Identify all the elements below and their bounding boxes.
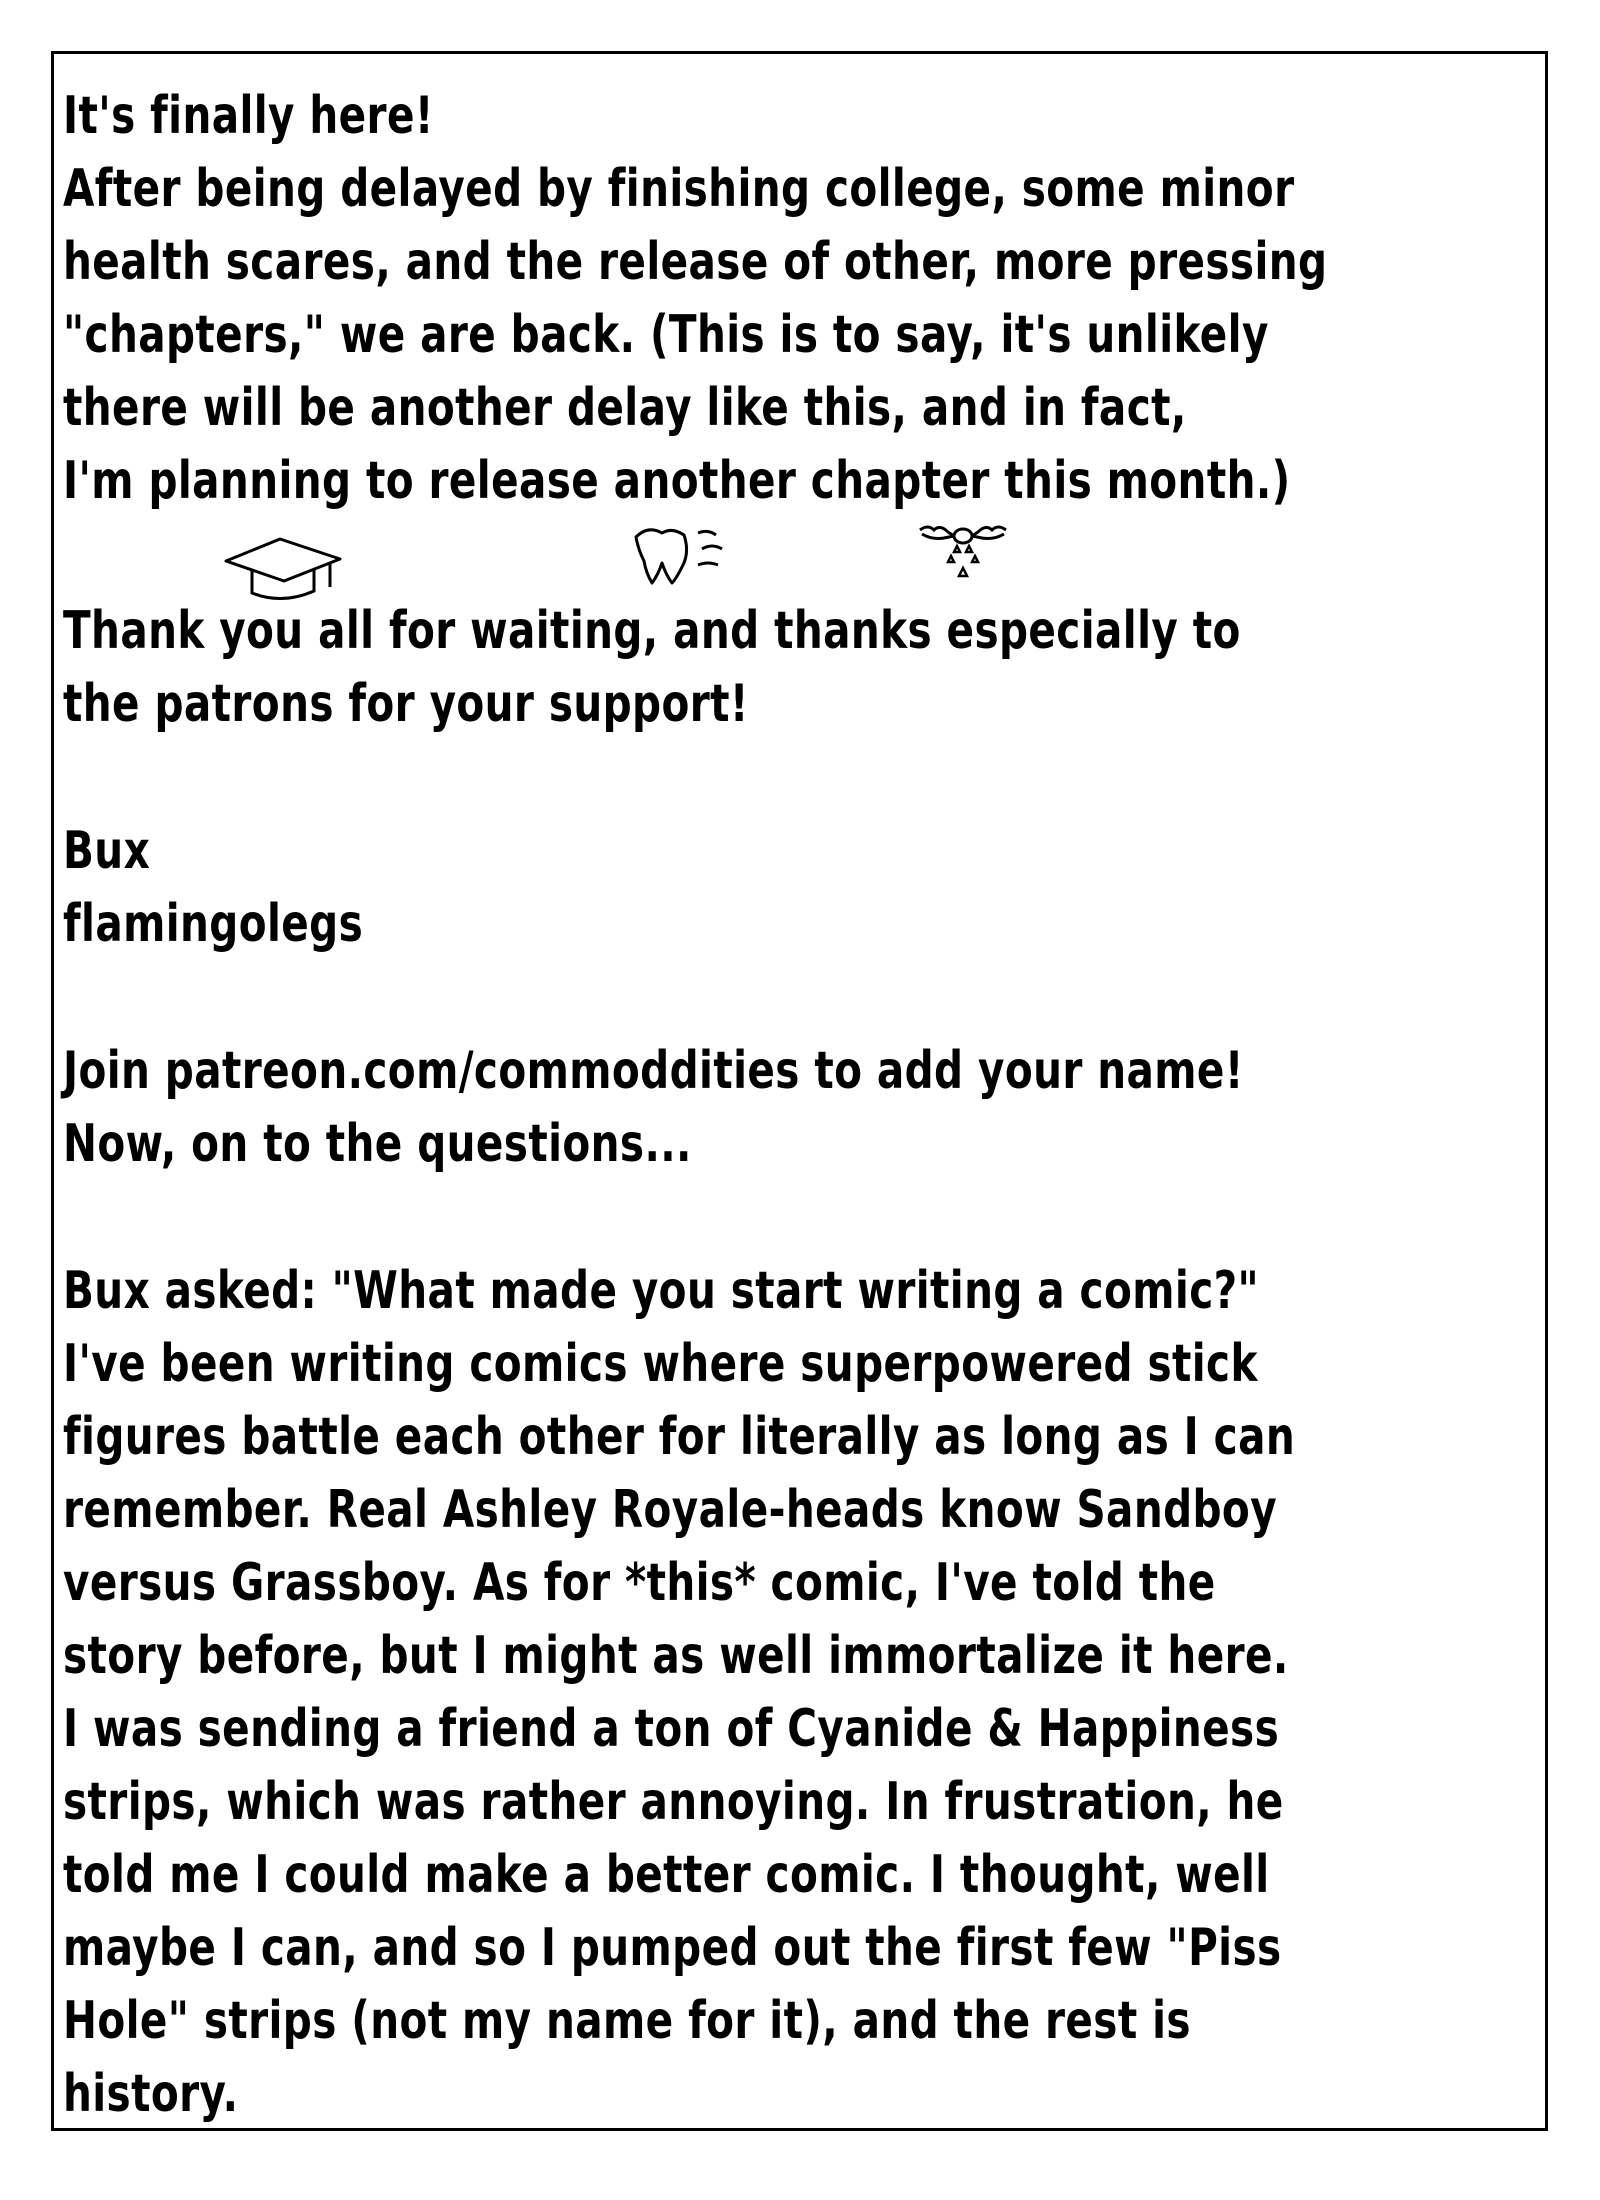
- qa-line: I was sending a friend a ton of Cyanide & Happiness: [63, 1699, 1280, 1759]
- join-line: Join patreon.com/commoddities to add your name!: [63, 1041, 1244, 1101]
- qa-line: figures battle each other for literally as long as I can: [63, 1407, 1296, 1467]
- join-block: [63, 1035, 1244, 1181]
- intro-line: After being delayed by finishing college, some minor: [63, 159, 1295, 219]
- qa-line: strips, which was rather annoying. In frustration, he: [63, 1772, 1284, 1832]
- intro-block: [63, 80, 1327, 518]
- intro-line: "chapters," we are back. (This is to say, it's unlikely: [63, 305, 1269, 365]
- thanks-block: [63, 595, 1241, 741]
- qa-line: Bux asked: "What made you start writing a comic?": [63, 1261, 1260, 1321]
- intro-line: there will be another delay like this, and in fact,: [63, 378, 1187, 438]
- patron-name: Bux: [63, 821, 151, 881]
- qa-line: versus Grassboy. As for *this* comic, I've told the: [63, 1553, 1216, 1613]
- intro-line: I'm planning to release another chapter this month.): [63, 451, 1291, 511]
- patron-name: flamingolegs: [63, 894, 364, 954]
- qa-line: told me I could make a better comic. I thought, well: [63, 1845, 1270, 1905]
- qa-block: [63, 1255, 1295, 2131]
- qa-line: history.: [63, 2064, 239, 2124]
- qa-line: remember. Real Ashley Royale-heads know Sandboy: [63, 1480, 1278, 1540]
- tooth-icon: [632, 523, 740, 587]
- intro-line: It's finally here!: [63, 86, 434, 146]
- qa-line: story before, but I might as well immortalize it here.: [63, 1626, 1289, 1686]
- thanks-line: the patrons for your support!: [63, 674, 749, 734]
- join-line: Now, on to the questions...: [63, 1114, 692, 1174]
- qa-line: I've been writing comics where superpowered stick: [63, 1334, 1258, 1394]
- bat-icon: [918, 522, 1008, 582]
- qa-line: Hole" strips (not my name for it), and the rest is: [63, 1991, 1191, 2051]
- patron-list: [63, 815, 363, 961]
- thanks-line: Thank you all for waiting, and thanks especially to: [63, 601, 1241, 661]
- intro-line: health scares, and the release of other, more pressing: [63, 232, 1328, 292]
- qa-line: maybe I can, and so I pumped out the first few "Piss: [63, 1918, 1282, 1978]
